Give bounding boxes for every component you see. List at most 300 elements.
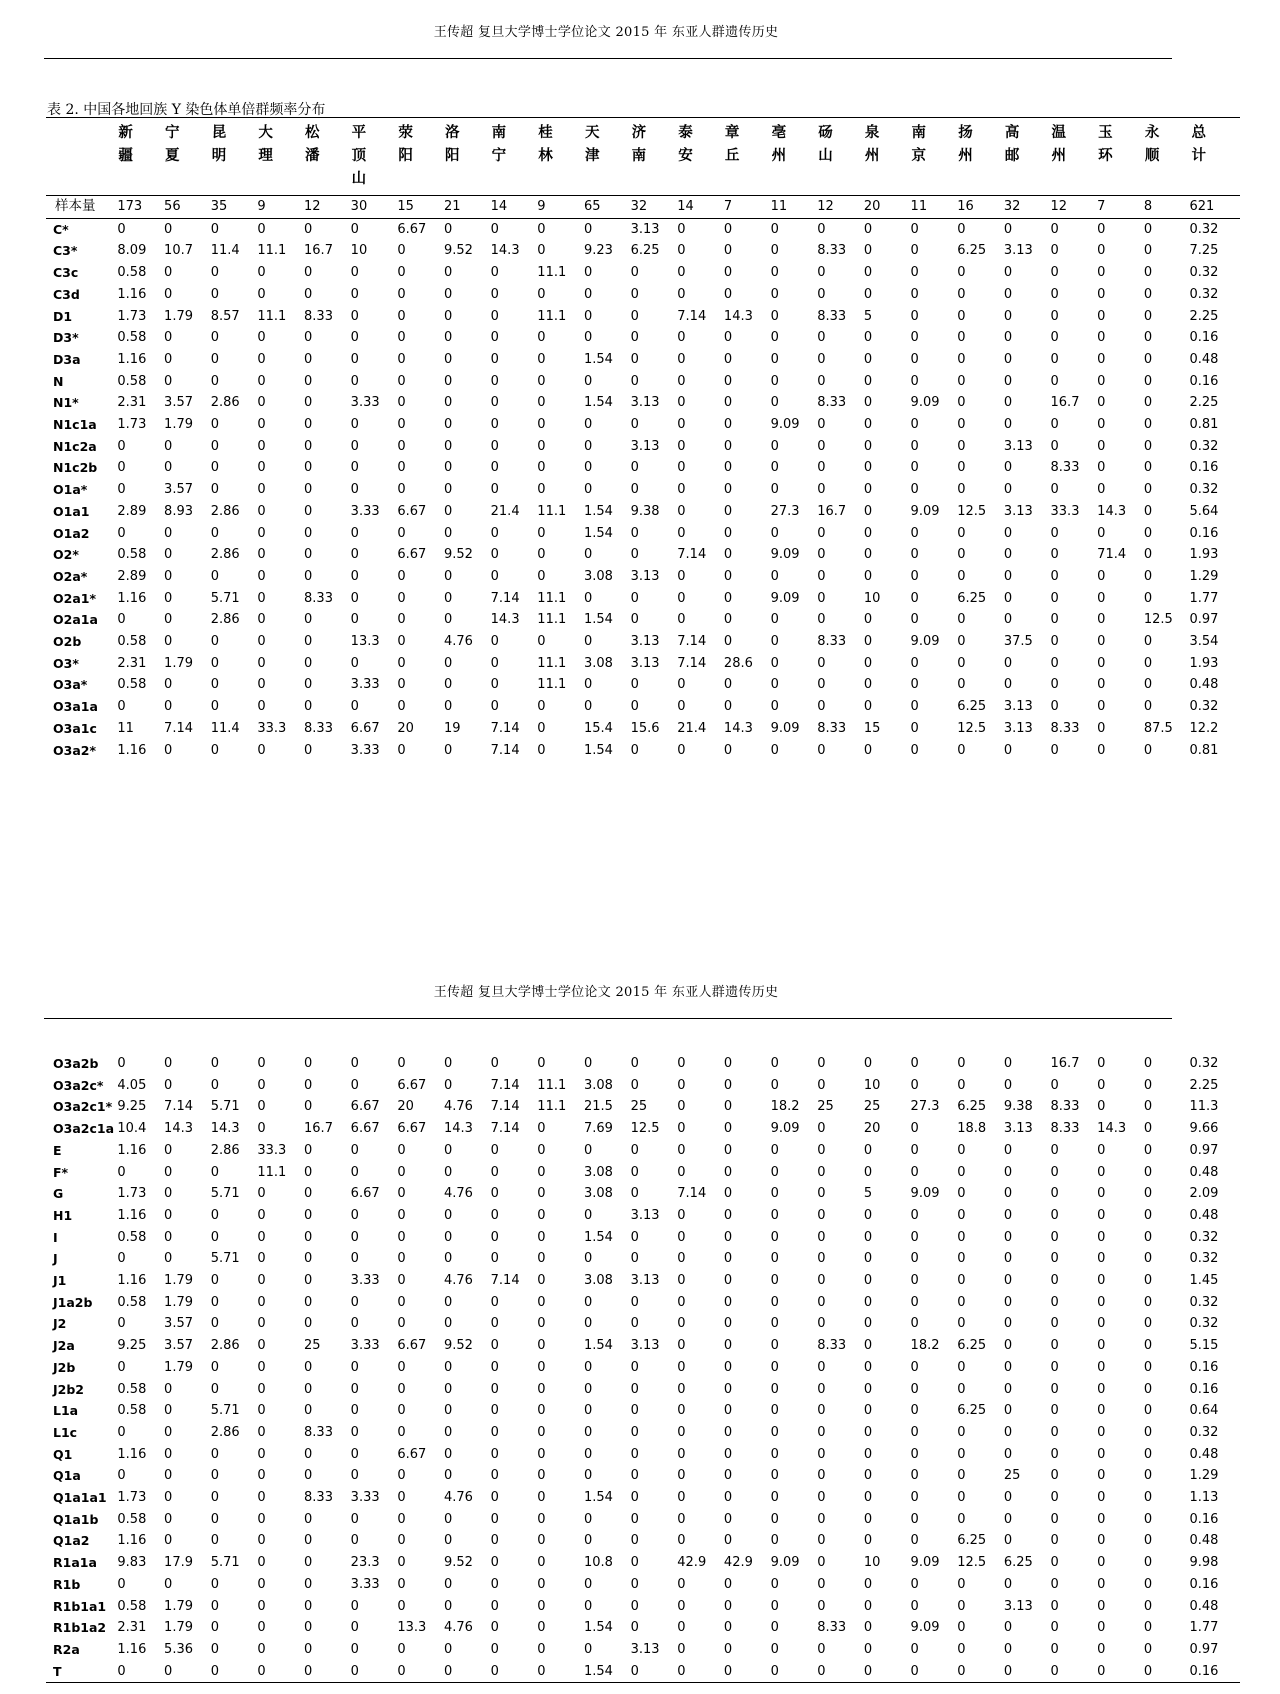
value-cell: 0 bbox=[957, 547, 966, 563]
value-cell: 0 bbox=[1143, 1641, 1153, 1657]
value-cell: 0 bbox=[817, 1273, 826, 1289]
table-row bbox=[46, 631, 1240, 653]
value-cell: 0 bbox=[770, 634, 779, 650]
value-cell: 0 bbox=[583, 1381, 593, 1397]
value-cell: 6.67 bbox=[397, 1446, 427, 1462]
value-cell: 0 bbox=[1050, 1576, 1059, 1592]
row-label: Q1a1b bbox=[53, 1511, 99, 1527]
value-cell: 0 bbox=[817, 699, 826, 715]
value-cell: 0 bbox=[817, 1164, 826, 1180]
value-cell: 14.3 bbox=[490, 612, 520, 628]
value-cell: 0 bbox=[257, 1273, 266, 1289]
value-cell: 0 bbox=[770, 568, 779, 584]
value-cell: 0 bbox=[677, 699, 686, 715]
value-cell: 0 bbox=[443, 395, 453, 411]
value-cell: 0 bbox=[957, 568, 966, 584]
value-cell: 0 bbox=[490, 1511, 499, 1527]
value-cell: 0 bbox=[630, 265, 639, 281]
value-cell: 1.54 bbox=[583, 503, 613, 519]
value-cell: 0 bbox=[394, 1661, 441, 1683]
total-cell: 1.13 bbox=[1189, 1490, 1219, 1506]
column-header bbox=[581, 118, 628, 196]
value-cell: 0 bbox=[117, 482, 126, 498]
table-row bbox=[46, 1162, 1240, 1184]
value-cell: 6.25 bbox=[1003, 1555, 1033, 1571]
value-cell: 0 bbox=[397, 1186, 406, 1202]
value-cell: 0 bbox=[723, 1620, 733, 1636]
column-header-char: 疆 bbox=[118, 148, 133, 164]
value-cell: 0 bbox=[1097, 699, 1106, 715]
column-header bbox=[814, 118, 861, 196]
value-cell: 0 bbox=[957, 1598, 966, 1614]
value-cell: 0 bbox=[304, 699, 313, 715]
total-cell: 0.16 bbox=[1189, 460, 1219, 476]
value-cell: 0 bbox=[677, 1511, 686, 1527]
value-cell: 0 bbox=[817, 1555, 826, 1571]
value-cell: 0 bbox=[537, 482, 546, 498]
value-cell: 6.25 bbox=[957, 1099, 987, 1115]
value-cell: 0 bbox=[1003, 1576, 1013, 1592]
column-header-char: 玉 bbox=[1098, 125, 1113, 141]
value-cell: 0 bbox=[304, 1099, 313, 1115]
value-cell: 3.13 bbox=[630, 1273, 660, 1289]
value-cell: 0 bbox=[910, 1576, 919, 1592]
value-cell: 0 bbox=[490, 1164, 499, 1180]
value-cell: 0 bbox=[1003, 1186, 1013, 1202]
value-cell: 0 bbox=[257, 265, 266, 281]
value-cell: 0 bbox=[1097, 330, 1106, 346]
value-cell: 0 bbox=[1050, 634, 1059, 650]
value-cell: 0 bbox=[957, 1056, 966, 1071]
value-cell: 1.73 bbox=[117, 417, 147, 433]
value-cell: 0 bbox=[490, 1446, 499, 1462]
value-cell: 0 bbox=[863, 1533, 873, 1549]
value-cell: 0 bbox=[863, 1641, 873, 1657]
value-cell: 0 bbox=[770, 395, 779, 411]
column-header-char: 宁 bbox=[165, 125, 180, 141]
table-row bbox=[46, 1487, 1240, 1509]
value-cell: 0 bbox=[443, 525, 453, 541]
column-header-char: 夏 bbox=[165, 148, 180, 164]
value-cell: 0 bbox=[490, 1620, 499, 1636]
column-header bbox=[721, 118, 768, 196]
value-cell: 0 bbox=[257, 330, 266, 346]
row-label: O2* bbox=[53, 547, 79, 563]
value-cell: 0 bbox=[723, 1576, 733, 1592]
value-cell: 0 bbox=[723, 373, 733, 389]
value-cell: 9.09 bbox=[910, 1186, 940, 1202]
value-cell: 0 bbox=[677, 1273, 686, 1289]
value-cell: 0 bbox=[537, 1207, 546, 1223]
value-cell: 0 bbox=[863, 634, 873, 650]
value-cell: 0 bbox=[863, 265, 873, 281]
value-cell: 0 bbox=[210, 1490, 219, 1506]
value-cell: 0 bbox=[537, 1164, 546, 1180]
value-cell: 0 bbox=[257, 373, 266, 389]
value-cell: 0 bbox=[164, 1164, 173, 1180]
value-cell: 0 bbox=[677, 525, 686, 541]
value-cell: 14.3 bbox=[490, 243, 520, 259]
value-cell: 0 bbox=[490, 438, 499, 454]
value-cell: 11.1 bbox=[257, 1164, 287, 1180]
value-cell: 0 bbox=[863, 1056, 873, 1071]
value-cell: 0 bbox=[117, 1424, 126, 1440]
value-cell: 0 bbox=[1003, 655, 1013, 671]
value-cell: 0 bbox=[1097, 1273, 1106, 1289]
value-cell: 0 bbox=[257, 1121, 266, 1137]
column-header bbox=[954, 118, 1001, 196]
value-cell: 0 bbox=[210, 373, 219, 389]
value-cell: 9.83 bbox=[117, 1555, 147, 1571]
column-header-char: 总 bbox=[1191, 125, 1206, 141]
column-header bbox=[394, 118, 441, 196]
value-cell: 12.5 bbox=[957, 503, 987, 519]
value-cell: 0 bbox=[770, 1468, 779, 1484]
value-cell: 0 bbox=[1050, 612, 1059, 628]
value-cell: 27.3 bbox=[910, 1099, 940, 1115]
value-cell: 0 bbox=[723, 1598, 733, 1614]
value-cell: 9.09 bbox=[910, 503, 940, 519]
value-cell: 0 bbox=[1143, 1424, 1153, 1440]
value-cell: 0 bbox=[770, 1359, 779, 1375]
value-cell: 0 bbox=[1003, 1533, 1013, 1549]
value-cell: 11 bbox=[768, 196, 815, 219]
value-cell: 0 bbox=[817, 1294, 826, 1310]
table-row bbox=[46, 1248, 1240, 1270]
value-cell: 0 bbox=[443, 1424, 453, 1440]
value-cell: 0 bbox=[583, 330, 593, 346]
value-cell: 0 bbox=[164, 634, 173, 650]
value-cell: 0 bbox=[863, 1164, 873, 1180]
value-cell: 8.09 bbox=[117, 243, 147, 259]
total-cell: 0.97 bbox=[1189, 1641, 1219, 1657]
value-cell: 0 bbox=[770, 1576, 779, 1592]
value-cell: 0 bbox=[863, 1424, 873, 1440]
value-cell: 0 bbox=[817, 1403, 826, 1419]
value-cell: 0 bbox=[257, 1316, 266, 1332]
row-label: N1* bbox=[53, 395, 79, 411]
value-cell: 6.25 bbox=[957, 1533, 987, 1549]
column-header bbox=[1187, 118, 1240, 196]
value-cell: 0 bbox=[1097, 1142, 1106, 1158]
value-cell: 0 bbox=[770, 1142, 779, 1158]
value-cell: 0 bbox=[257, 460, 266, 476]
column-header-char: 章 bbox=[724, 125, 740, 141]
value-cell: 0 bbox=[723, 221, 733, 237]
value-cell: 0 bbox=[304, 503, 313, 519]
row-label: 样本量 bbox=[46, 196, 114, 219]
value-cell: 0 bbox=[723, 1490, 733, 1506]
value-cell: 0 bbox=[210, 634, 219, 650]
value-cell: 0 bbox=[304, 265, 313, 281]
value-cell: 0 bbox=[630, 742, 639, 758]
column-header-char: 南 bbox=[631, 148, 647, 164]
value-cell: 0 bbox=[910, 265, 919, 281]
value-cell: 9.09 bbox=[910, 1620, 940, 1636]
value-cell: 0 bbox=[257, 1186, 266, 1202]
value-cell: 0 bbox=[723, 243, 733, 259]
value-cell: 2.86 bbox=[210, 395, 240, 411]
value-cell: 0 bbox=[817, 1424, 826, 1440]
value-cell: 0 bbox=[537, 1186, 546, 1202]
total-cell: 5.15 bbox=[1189, 1338, 1219, 1354]
value-cell: 0 bbox=[1050, 1511, 1059, 1527]
value-cell: 0 bbox=[910, 547, 919, 563]
column-header-char: 阳 bbox=[398, 148, 413, 164]
value-cell: 0 bbox=[164, 1424, 173, 1440]
value-cell: 0 bbox=[490, 1338, 499, 1354]
value-cell: 0 bbox=[257, 1576, 266, 1592]
value-cell: 9.09 bbox=[770, 547, 800, 563]
value-cell: 0 bbox=[583, 417, 593, 433]
value-cell: 0 bbox=[957, 1641, 966, 1657]
value-cell: 2.31 bbox=[117, 655, 147, 671]
value-cell: 0 bbox=[397, 742, 406, 758]
value-cell: 0 bbox=[1003, 1316, 1013, 1332]
value-cell: 0 bbox=[397, 243, 406, 259]
value-cell: 0 bbox=[304, 1186, 313, 1202]
value-cell: 3.57 bbox=[164, 1338, 193, 1354]
value-cell: 0 bbox=[723, 1641, 733, 1657]
value-cell: 0 bbox=[257, 1598, 266, 1614]
row-label: J bbox=[53, 1251, 58, 1267]
value-cell: 0 bbox=[257, 351, 266, 367]
total-cell: 0.16 bbox=[1187, 1661, 1240, 1683]
value-cell: 0 bbox=[304, 1403, 313, 1419]
value-cell: 0 bbox=[537, 1641, 546, 1657]
value-cell: 14.3 bbox=[1097, 1121, 1127, 1137]
value-cell: 0 bbox=[910, 1164, 919, 1180]
value-cell: 0 bbox=[677, 1381, 686, 1397]
value-cell: 0 bbox=[164, 1207, 173, 1223]
row-label: D3* bbox=[53, 330, 79, 346]
value-cell: 0 bbox=[350, 590, 359, 606]
value-cell: 0 bbox=[304, 1273, 313, 1289]
column-header-char: 泰 bbox=[678, 125, 693, 141]
value-cell: 0 bbox=[817, 286, 826, 302]
value-cell: 0 bbox=[257, 1099, 266, 1115]
value-cell: 0 bbox=[537, 1142, 546, 1158]
value-cell: 0 bbox=[1143, 1576, 1153, 1592]
value-cell: 2.86 bbox=[210, 612, 240, 628]
value-cell: 18.2 bbox=[910, 1338, 940, 1354]
value-cell: 12 bbox=[1048, 196, 1095, 219]
table-row bbox=[46, 501, 1240, 523]
value-cell: 0 bbox=[537, 547, 546, 563]
value-cell: 0 bbox=[210, 438, 219, 454]
value-cell: 0 bbox=[910, 1142, 919, 1158]
table-row bbox=[46, 1444, 1240, 1466]
value-cell: 1.79 bbox=[164, 1273, 193, 1289]
value-cell: 0 bbox=[117, 1251, 126, 1267]
value-cell: 20 bbox=[397, 720, 414, 736]
value-cell: 0 bbox=[117, 1468, 126, 1484]
row-label: J2 bbox=[53, 1316, 67, 1332]
value-cell: 0 bbox=[910, 1121, 919, 1137]
value-cell: 0 bbox=[910, 699, 919, 715]
value-cell: 0 bbox=[677, 1316, 686, 1332]
value-cell: 13.3 bbox=[397, 1620, 427, 1636]
value-cell: 10 bbox=[863, 1555, 881, 1571]
value-cell: 0 bbox=[443, 482, 453, 498]
value-cell: 0 bbox=[583, 1576, 593, 1592]
value-cell: 0 bbox=[443, 1641, 453, 1657]
column-header bbox=[1048, 118, 1095, 196]
value-cell: 0 bbox=[350, 482, 359, 498]
value-cell: 0 bbox=[490, 655, 499, 671]
value-cell: 0 bbox=[723, 1533, 733, 1549]
value-cell: 3.13 bbox=[1003, 503, 1033, 519]
value-cell: 1.16 bbox=[117, 351, 147, 367]
value-cell: 0 bbox=[257, 568, 266, 584]
column-header bbox=[1094, 118, 1141, 196]
value-cell: 0 bbox=[350, 1620, 359, 1636]
value-cell: 0 bbox=[1003, 1490, 1013, 1506]
value-cell: 65 bbox=[581, 196, 628, 219]
value-cell: 0 bbox=[210, 1056, 219, 1071]
value-cell: 0 bbox=[304, 351, 313, 367]
value-cell: 0 bbox=[443, 265, 453, 281]
row-label: Q1a1a1 bbox=[53, 1490, 107, 1506]
value-cell: 0 bbox=[1143, 1338, 1153, 1354]
value-cell: 0 bbox=[723, 1381, 733, 1397]
value-cell: 0 bbox=[210, 1511, 219, 1527]
value-cell: 0 bbox=[1143, 1077, 1153, 1093]
value-cell: 0 bbox=[583, 438, 593, 454]
value-cell: 0 bbox=[304, 742, 313, 758]
value-cell: 0 bbox=[1003, 590, 1013, 606]
value-cell: 0 bbox=[770, 482, 779, 498]
value-cell: 0 bbox=[1050, 1620, 1059, 1636]
table-row bbox=[46, 1465, 1240, 1487]
value-cell: 0 bbox=[164, 1511, 173, 1527]
value-cell: 0 bbox=[723, 395, 733, 411]
value-cell: 0 bbox=[1097, 1446, 1106, 1462]
value-cell: 0 bbox=[1143, 395, 1153, 411]
value-cell: 0 bbox=[957, 395, 966, 411]
total-cell: 2.09 bbox=[1189, 1186, 1219, 1202]
value-cell: 0 bbox=[350, 1446, 359, 1462]
column-header-char: 邮 bbox=[1004, 148, 1020, 164]
value-cell: 0.58 bbox=[117, 330, 147, 346]
value-cell: 6.67 bbox=[397, 1338, 427, 1354]
total-cell: 0.32 bbox=[1189, 286, 1219, 302]
value-cell: 0 bbox=[490, 395, 499, 411]
value-cell: 0 bbox=[1097, 417, 1106, 433]
value-cell: 0 bbox=[677, 1446, 686, 1462]
value-cell: 0 bbox=[910, 1490, 919, 1506]
column-header-char: 山 bbox=[818, 148, 833, 164]
row-label: O2a* bbox=[53, 568, 88, 584]
value-cell: 0 bbox=[1003, 373, 1013, 389]
value-cell: 0 bbox=[210, 482, 219, 498]
value-cell: 11.1 bbox=[537, 1077, 567, 1093]
value-cell: 0 bbox=[304, 438, 313, 454]
value-cell: 0 bbox=[350, 1403, 359, 1419]
value-cell: 0 bbox=[210, 460, 219, 476]
value-cell: 6.67 bbox=[350, 1186, 380, 1202]
value-cell: 0 bbox=[957, 655, 966, 671]
value-cell: 0 bbox=[1143, 1620, 1153, 1636]
value-cell: 0 bbox=[1003, 1338, 1013, 1354]
value-cell: 0 bbox=[770, 1229, 779, 1245]
value-cell: 0 bbox=[583, 265, 593, 281]
value-cell: 0 bbox=[863, 1207, 873, 1223]
value-cell: 0 bbox=[210, 417, 219, 433]
value-cell: 9.25 bbox=[117, 1338, 147, 1354]
column-header bbox=[208, 118, 255, 196]
value-cell: 1.79 bbox=[164, 655, 193, 671]
value-cell: 0 bbox=[350, 308, 359, 324]
value-cell: 0 bbox=[1143, 1490, 1153, 1506]
value-cell: 0 bbox=[723, 330, 733, 346]
value-cell: 21.5 bbox=[583, 1099, 613, 1115]
value-cell: 0 bbox=[490, 1490, 499, 1506]
value-cell: 14.3 bbox=[443, 1121, 473, 1137]
value-cell: 0 bbox=[397, 1164, 406, 1180]
value-cell: 0 bbox=[630, 1468, 639, 1484]
column-header-char: 顶 bbox=[351, 148, 367, 164]
value-cell: 0 bbox=[817, 1186, 826, 1202]
value-cell: 0 bbox=[257, 1533, 266, 1549]
column-header bbox=[441, 118, 488, 196]
value-cell: 0 bbox=[723, 1099, 733, 1115]
value-cell: 6.25 bbox=[957, 243, 987, 259]
value-cell: 0 bbox=[304, 1056, 313, 1071]
value-cell: 0 bbox=[1097, 1511, 1106, 1527]
value-cell: 7.69 bbox=[583, 1121, 613, 1137]
table-row bbox=[46, 240, 1240, 262]
column-header-char: 安 bbox=[678, 148, 693, 164]
value-cell: 0 bbox=[350, 1056, 359, 1071]
value-cell: 0 bbox=[817, 655, 826, 671]
value-cell: 0 bbox=[1097, 221, 1106, 237]
total-cell: 0.48 bbox=[1189, 1446, 1219, 1462]
value-cell: 0 bbox=[117, 699, 126, 715]
value-cell: 0 bbox=[723, 568, 733, 584]
value-cell: 11.1 bbox=[537, 655, 567, 671]
value-cell: 0 bbox=[723, 1207, 733, 1223]
value-cell: 1.16 bbox=[117, 1641, 147, 1657]
total-cell: 0.16 bbox=[1189, 373, 1219, 389]
value-cell: 0 bbox=[1050, 1294, 1059, 1310]
value-cell: 0 bbox=[1003, 1620, 1013, 1636]
value-cell: 0 bbox=[1050, 677, 1059, 693]
value-cell: 0 bbox=[397, 677, 406, 693]
value-cell: 0 bbox=[1050, 1142, 1059, 1158]
value-cell: 0 bbox=[1143, 1121, 1153, 1137]
value-cell: 0 bbox=[910, 1533, 919, 1549]
value-cell: 1.54 bbox=[583, 1338, 613, 1354]
value-cell: 0 bbox=[723, 699, 733, 715]
value-cell: 0 bbox=[1097, 1164, 1106, 1180]
column-header-char: 南 bbox=[491, 125, 507, 141]
value-cell: 0 bbox=[723, 1424, 733, 1440]
table-row bbox=[46, 306, 1240, 328]
value-cell: 0 bbox=[817, 1229, 826, 1245]
value-cell: 0 bbox=[397, 568, 406, 584]
value-cell: 0 bbox=[630, 1164, 639, 1180]
value-cell: 0 bbox=[210, 1077, 219, 1093]
value-cell: 0 bbox=[443, 460, 453, 476]
value-cell: 0 bbox=[583, 699, 593, 715]
value-cell: 0 bbox=[817, 417, 826, 433]
value-cell: 0 bbox=[164, 1533, 173, 1549]
value-cell: 0 bbox=[583, 308, 593, 324]
value-cell: 0 bbox=[1143, 308, 1153, 324]
table-row bbox=[46, 1140, 1240, 1162]
value-cell: 1.54 bbox=[583, 1229, 613, 1245]
